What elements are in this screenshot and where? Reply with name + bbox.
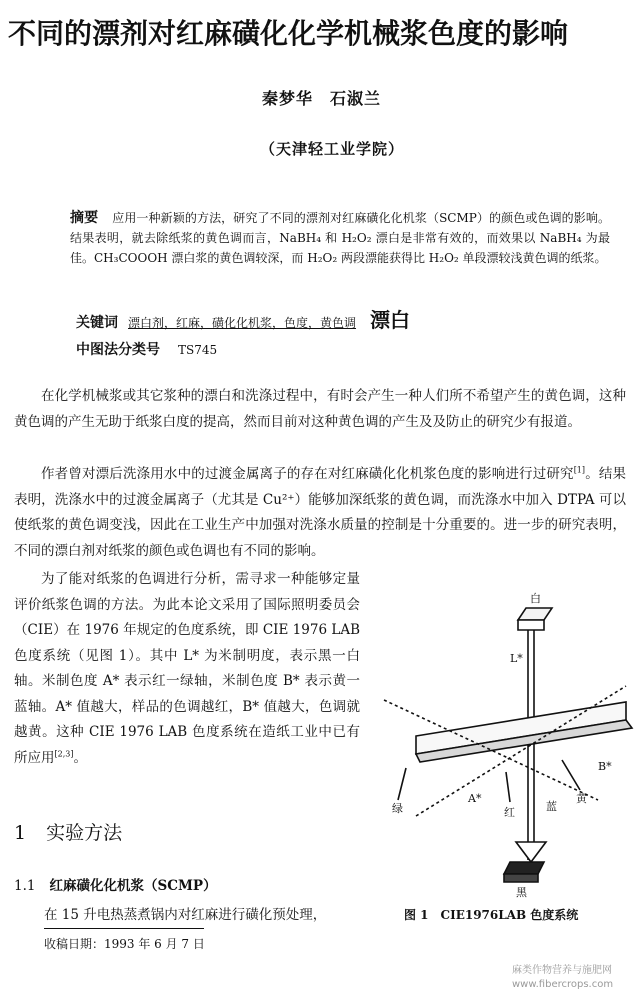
- white-block-front: [518, 620, 544, 630]
- received-date: 收稿日期：1993 年 6 月 7 日: [44, 937, 205, 951]
- label-blue: 蓝: [546, 800, 557, 813]
- affiliation: （天津轻工业学院）: [260, 140, 405, 158]
- citation-1: [1]: [573, 465, 586, 475]
- label-red: 红: [504, 806, 515, 819]
- subsection-heading: [14, 874, 217, 894]
- watermark-line-1: 麻类作物营养与施肥网: [512, 965, 612, 976]
- watermark: [512, 964, 613, 992]
- label-yellow: 黄: [576, 792, 587, 805]
- label-green: 绿: [392, 802, 403, 815]
- label-white: 白: [530, 592, 541, 605]
- figure-number: 图 1: [404, 908, 429, 922]
- abstract-label: 摘要: [70, 210, 99, 226]
- green-axis-stroke: [398, 768, 406, 800]
- paper-title: 不同的漂剂对红麻磺化化学机械浆色度的影响: [8, 17, 569, 50]
- figure-caption-text: CIE1976LAB 色度系统: [440, 908, 579, 922]
- paragraph-3-text-b: 。: [73, 749, 87, 766]
- keywords: [76, 310, 410, 333]
- section-title: 实验方法: [46, 822, 123, 844]
- citation-2-3: [2,3]: [54, 749, 74, 758]
- section-number: 1: [14, 822, 27, 844]
- keywords-label: 关键词: [76, 315, 118, 331]
- down-arrow-head: [516, 842, 546, 862]
- yellow-axis-stroke: [562, 760, 580, 790]
- classification: [76, 340, 217, 360]
- subsection-number: 1.1: [14, 878, 36, 894]
- paragraph-2-text-b: 。结果表明，洗涤水中的过渡金属离子（尤其是 Cu²⁺）能够加深纸浆的黄色调，而洗涤水中加入 DTPA 可以使纸浆的黄色调变浅，因此在工业生产中加强对洗涤水质量的控制是十分重要的。进一步的研究表明，不同的漂白剂对纸浆的颜色或色调也有不同的影响。: [14, 466, 627, 559]
- abstract: [70, 208, 610, 268]
- subsection-title: 红麻磺化化机浆（SCMP）: [49, 878, 217, 894]
- black-block-top: [504, 862, 544, 874]
- keywords-text: 漂白剂，红麻，磺化化机浆，色度，黄色调: [128, 316, 357, 330]
- section-heading: [14, 818, 142, 845]
- paragraph-2: [14, 462, 626, 564]
- watermark-line-2: www.fibercrops.com: [512, 979, 614, 990]
- handwritten-annotation: 漂白: [370, 308, 411, 332]
- black-block-front: [504, 874, 538, 882]
- subsection-text: 在 15 升电热蒸煮锅内对红麻进行磺化预处理，: [44, 907, 327, 923]
- clc-value: TS745: [178, 343, 218, 357]
- paragraph-1: 在化学机械浆或其它浆种的漂白和洗涤过程中，有时会产生一种人们所不希望产生的黄色调，这种黄色调的产生无助于纸浆白度的提高，然而目前对这种黄色调的产生及及防止的研究少有报道。: [14, 388, 626, 430]
- cie-lab-diagram: [376, 590, 636, 900]
- label-a-star: A*: [468, 792, 482, 805]
- label-b-star: B*: [598, 760, 612, 773]
- footnote-rule: [44, 928, 204, 929]
- label-black: 黑: [516, 886, 527, 899]
- clc-label: 中图法分类号: [76, 342, 160, 358]
- paragraph-2-text-a: 作者曾对漂后洗涤用水中的过渡金属离子的存在对红麻磺化化机浆色度的影响进行过研究: [41, 466, 574, 482]
- figure-caption: [404, 906, 590, 923]
- paragraph-3: [14, 567, 360, 771]
- red-axis-stroke: [506, 772, 510, 802]
- white-block-top: [518, 608, 552, 620]
- abstract-text: 应用一种新颖的方法，研究了不同的漂剂对红麻磺化化机浆（SCMP）的颜色或色调的影响。结果表明，就去除纸浆的黄色调而言，NaBH₄ 和 H₂O₂ 漂白是非常有效的，而效果以 NaBH₄ 为最佳。CH₃COOOH 漂白浆的黄色调较深，而 H₂O₂ 两段漂能获得比 H₂O₂ 单段漂较浅黄色调的纸浆。: [70, 211, 610, 265]
- paragraph-3-text-a: 为了能对纸浆的色调进行分析，需寻求一种能够定量评价纸浆色调的方法。为此本论文采用了国际照明委员会（CIE）在 1976 年规定的色度系统，即 CIE 1976 LAB 色度系统（见图 1）。其中 L* 为米制明度，表示黑一白轴。米制色度 A* 表示红一绿轴，米制色度 B* 表示黄一蓝轴。A* 值越大，样品的色调越红，B* 值越大，色调就越黄。这种 CIE 1976 LAB 色度系统在造纸工业中已有所应用: [14, 571, 360, 766]
- authors: 秦梦华 石淑兰: [262, 89, 382, 108]
- label-l-star: L*: [510, 652, 523, 665]
